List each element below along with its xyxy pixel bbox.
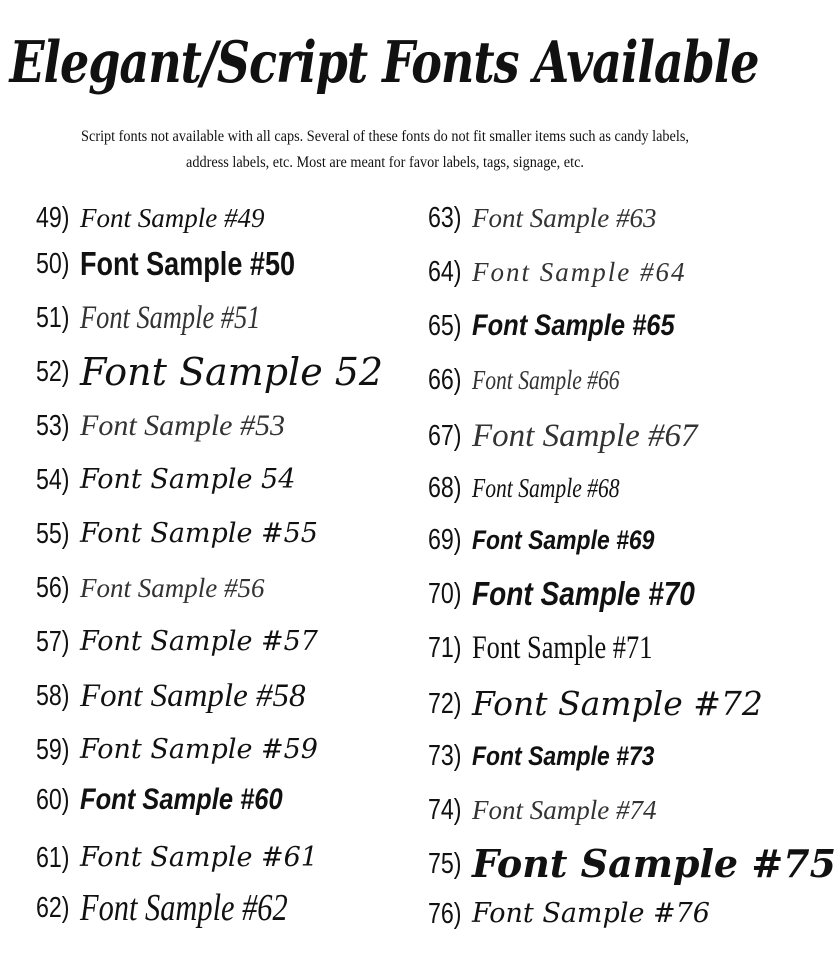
font-sample-row	[36, 768, 318, 820]
sample-text: Font Sample #67	[472, 418, 698, 454]
font-sample-row	[428, 186, 656, 238]
font-sample-row	[428, 832, 836, 884]
sample-text: Font Sample #49	[80, 203, 265, 233]
sample-text: Font Sample #57	[80, 626, 318, 657]
font-sample-row	[428, 616, 698, 668]
font-sample-row	[36, 186, 264, 238]
font-sample-row	[36, 556, 264, 608]
sample-text: Font Sample 52	[80, 350, 384, 394]
font-sample-row	[428, 240, 686, 292]
sample-text: Font Sample #58	[80, 678, 306, 714]
sample-number: 64)	[428, 256, 462, 288]
sample-number: 54)	[36, 464, 70, 496]
font-sample-row	[36, 340, 383, 392]
sample-number: 53)	[36, 410, 70, 442]
font-sample-row	[428, 348, 656, 400]
page-subtitle: Script fonts not available with all caps. Several of these fonts do not fit smaller items such as candy labels, address labels, etc. Most are meant for favor labels, tags, signage, etc.	[81, 128, 689, 171]
font-sample-row	[36, 448, 295, 500]
sample-number: 68)	[428, 472, 462, 504]
sample-number: 56)	[36, 572, 70, 604]
page-title: Elegant/Script Fonts Available	[9, 28, 759, 96]
sample-text: Font Sample #51	[80, 300, 261, 336]
sample-number: 70)	[428, 578, 462, 610]
sample-number: 63)	[428, 202, 462, 234]
sample-text: Font Sample #50	[80, 245, 296, 282]
sample-number: 60)	[36, 784, 70, 816]
font-sample-row	[428, 508, 687, 560]
sample-number: 51)	[36, 302, 70, 334]
sample-number: 72)	[428, 688, 462, 720]
font-sample-row	[36, 286, 305, 338]
sample-number: 49)	[36, 202, 70, 234]
sample-text: Font Sample #63	[472, 203, 657, 233]
sample-text: Font Sample #74	[472, 795, 657, 825]
sample-number: 75)	[428, 848, 462, 880]
font-sample-row	[36, 502, 318, 554]
sample-number: 71)	[428, 632, 462, 664]
font-sample-row	[428, 456, 656, 508]
sample-number: 50)	[36, 248, 70, 280]
font-sample-row	[428, 672, 763, 724]
sample-text: Font Sample #76	[472, 898, 710, 929]
sample-number: 65)	[428, 310, 462, 342]
sample-text: Font Sample #60	[80, 783, 283, 816]
sample-text: Font Sample #69	[472, 525, 655, 555]
sample-text: Font Sample #53	[80, 409, 285, 442]
font-sample-row	[36, 826, 318, 878]
font-sample-row	[428, 562, 734, 614]
sample-number: 74)	[428, 794, 462, 826]
font-sample-row	[36, 610, 318, 662]
font-sample-row	[36, 394, 285, 446]
sample-text: Font Sample #62	[80, 887, 288, 929]
sample-text: Font Sample #68	[472, 473, 620, 503]
sample-text: Font Sample #71	[472, 630, 653, 666]
sample-number: 55)	[36, 518, 70, 550]
sample-number: 61)	[36, 842, 70, 874]
font-sample-row	[428, 882, 710, 934]
sample-number: 52)	[36, 356, 70, 388]
sample-text: Font Sample #75	[472, 841, 836, 886]
sample-text: Font Sample 54	[80, 464, 296, 495]
sample-number: 57)	[36, 626, 70, 658]
sample-text: Font Sample #64	[472, 257, 687, 287]
sample-text: Font Sample #72	[472, 684, 763, 723]
sample-text: Font Sample #70	[472, 575, 695, 612]
font-sample-row	[428, 778, 656, 830]
font-sample-row	[36, 718, 318, 770]
sample-text: Font Sample #61	[80, 842, 318, 873]
sample-text: Font Sample #56	[80, 573, 265, 603]
font-sample-row	[428, 294, 710, 346]
sample-text: Font Sample #55	[80, 518, 318, 549]
sample-number: 67)	[428, 420, 462, 452]
sample-number: 66)	[428, 364, 462, 396]
font-sample-row	[428, 404, 697, 456]
sample-text: Font Sample #66	[472, 365, 620, 395]
sample-number: 73)	[428, 740, 462, 772]
sample-text: Font Sample #73	[472, 741, 655, 771]
sample-text: Font Sample #65	[472, 309, 675, 342]
sample-number: 76)	[428, 898, 462, 930]
sample-number: 58)	[36, 680, 70, 712]
sample-number: 69)	[428, 524, 462, 556]
sample-number: 62)	[36, 892, 70, 924]
font-sample-row	[36, 876, 340, 928]
font-sample-row	[36, 232, 342, 284]
sample-text: Font Sample #59	[80, 734, 318, 765]
font-sample-row	[428, 724, 687, 776]
sample-number: 59)	[36, 734, 70, 766]
font-sample-row	[36, 664, 305, 716]
